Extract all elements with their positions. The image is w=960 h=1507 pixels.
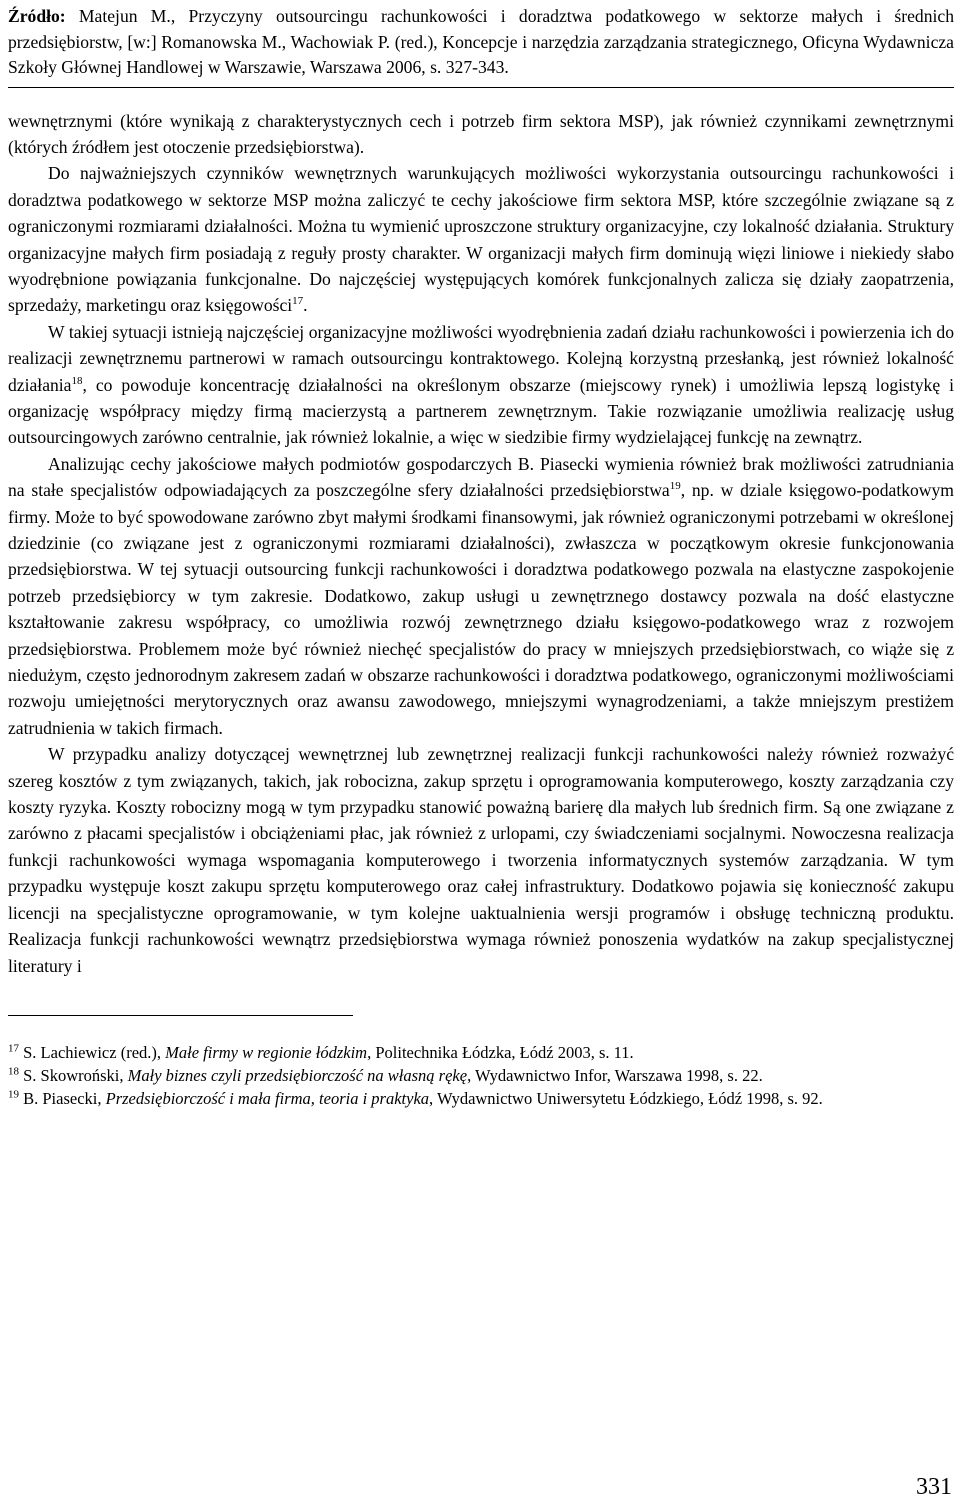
footnote-text: S. Lachiewicz (red.), xyxy=(19,1042,166,1062)
paragraph-text: Do najważniejszych czynników wewnętrznych warunkujących możliwości wykorzystania outsourcingu rachunkowości i doradztwa podatkowego w sektorze MSP można zaliczyć te cechy jakościowe firm sektora MSP, które szczególnie związane są z ograniczonymi rozmiarami działalności. Można tu wymienić uproszczone struktury organizacyjne, czy lokalność działania. Struktury organizacyjne małych firm posiadają z reguły prosty charakter. W organizacji małych firm dominują więzi liniowe i niekiedy słabo wyodrębnione powiązania funkcjonalne. Do najczęściej występujących komórek funkcjonalnych zalicza się działy zaopatrzenia, sprzedaży, marketingu oraz księgowości xyxy=(8,163,954,316)
source-text: Matejun M., Przyczyny outsourcingu rachunkowości i doradztwa podatkowego w sektorze małych i średnich przedsiębiorstw, [w:] Romanowska M., Wachowiak P. (red.), Koncepcje i narzędzia zarządzania strategicznego, Oficyna Wydawnicza Szkoły Głównej Handlowej w Warszawie, Warszawa 2006, s. 327-343. xyxy=(8,6,954,77)
footnote-17 xyxy=(8,1042,954,1065)
paragraph-internal-factors xyxy=(8,160,954,318)
body-text xyxy=(8,108,954,979)
footnote-title: Przedsiębiorczość i mała firma, teoria i praktyka xyxy=(105,1088,430,1108)
paragraph-text: Analizując cechy jakościowe małych podmiotów gospodarczych B. Piasecki wymienia również brak możliwości zatrudniania na stałe specjalistów odpowiadających za poszczególne sfery działalności przedsiębiorstwa xyxy=(8,453,954,501)
footnote-text: S. Skowroński, xyxy=(19,1065,128,1085)
footnotes-section xyxy=(8,1042,954,1110)
footnote-number: 19 xyxy=(8,1088,19,1100)
paragraph-text: . xyxy=(303,295,308,316)
paragraph-cost-analysis: W przypadku analizy dotyczącej wewnętrznej lub zewnętrznej realizacji funkcji rachunkowości należy również rozważyć szereg kosztów z tym związanych, takich, jak robocizna, zakup sprzętu i oprogramowania komputerowego, koszty zarządzania czy koszty ryzyka. Koszty robocizny mogą w tym przypadku stanowić poważną barierę dla małych lub średnich firm. Są one związane z zarówno z płacami specjalistów i obciążeniami płac, jak również z urlopami, czy świadczeniami socjalnymi. Nowoczesna realizacja funkcji rachunkowości wymaga wspomagania komputerowego i tworzenia informatycznych systemów zarządzania. W tym przypadku występuje koszt zakupu sprzętu komputerowego oraz całej infrastruktury. Dodatkowo pojawia się konieczność zakupu licencji na specjalistyczne oprogramowanie, w tym kolejne uaktualnienia wersji programów i obsługę techniczną produktu. Realizacja funkcji rachunkowości wewnątrz przedsiębiorstwa wymaga również ponoszenia wydatków na zakup specjalistycznej literatury i xyxy=(8,744,954,976)
footnote-text: , Wydawnictwo Infor, Warszawa 1998, s. 22. xyxy=(467,1065,763,1085)
document-page xyxy=(8,0,954,1110)
footnote-number: 17 xyxy=(8,1042,19,1055)
paragraph-piasecki-analysis xyxy=(8,451,954,741)
page-number: 331 xyxy=(916,1474,952,1500)
footnote-text: , Wydawnictwo Uniwersytetu Łódzkiego, Łódź 1998, s. 92. xyxy=(429,1088,823,1108)
footnote-title: Małe firmy w regionie łódzkim xyxy=(165,1042,368,1062)
footnote-18 xyxy=(8,1065,954,1088)
paragraph-continuation: wewnętrznymi (które wynikają z charakterystycznych cech i potrzeb firm sektora MSP), jak również czynnikami zewnętrznymi (których źródłem jest otoczenie przedsiębiorstwa). xyxy=(8,110,954,157)
footnote-title: Mały biznes czyli przedsiębiorczość na własną rękę xyxy=(127,1065,468,1085)
footnote-ref-18[interactable]: 18 xyxy=(71,374,83,387)
footnote-ref-17[interactable]: 17 xyxy=(292,295,304,308)
source-citation xyxy=(8,0,954,88)
footnote-number: 18 xyxy=(8,1065,19,1078)
footnote-19 xyxy=(8,1088,954,1111)
footnote-text: B. Piasecki, xyxy=(19,1088,106,1108)
footnote-ref-19[interactable]: 19 xyxy=(669,480,681,493)
paragraph-text: , co powoduje koncentrację działalności na określonym obszarze (miejscowy rynek) i umożliwia lepszą logistykę i organizację współpracy między firmą macierzystą a partnerem zewnętrznym. Takie rozwiązanie umożliwia realizację usług outsourcingowych zarówno centralnie, jak również lokalnie, a więc w siedzibie firmy wydzielającej funkcję na zewnątrz. xyxy=(8,374,954,448)
footnote-text: , Politechnika Łódzka, Łódź 2003, s. 11. xyxy=(367,1042,634,1062)
source-label: Źródło: xyxy=(8,6,66,26)
paragraph-text: W takiej sytuacji istnieją najczęściej organizacyjne możliwości wyodrębnienia zadań działu rachunkowości i powierzenia ich do realizacji zewnętrznemu partnerowi w ramach outsourcingu kontraktowego. Kolejną korzystną przesłanką, jest również lokalność działania xyxy=(8,321,954,395)
paragraph-text: , np. w dziale księgowo-podatkowym firmy. Może to być spowodowane zarówno zbyt małymi środkami finansowymi, jak również ograniczonymi potrzebami w określonej dziedzinie (co związane jest z ograniczonymi rozmiarami działalności), zwłaszcza w początkowym okresie funkcjonowania przedsiębiorstwa. W tej sytuacji outsourcing funkcji rachunkowości i doradztwa podatkowego pozwala na elastyczne zaspokojenie potrzeb przedsiębiorcy w tym zakresie. Dodatkowo, zakup usługi u zewnętrznego dostawcy pozwala na dość elastyczne kształtowanie zakresu współpracy, co umożliwia rozwój zewnętrznego działu księgowo-podatkowego wraz z rozwojem przedsiębiorstwa. Problemem może być również niechęć specjalistów do pracy w mniejszych przedsiębiorstwach, co wiąże się z niedużym, często jednorodnym zakresem zadań w obszarze rachunkowości i doradztwa podatkowego, ograniczonymi możliwościami rozwoju umiejętności merytorycznych oraz awansu zawodowego, mniejszymi wynagrodzeniami, a także mniejszym prestiżem zatrudnienia w takich firmach. xyxy=(8,480,954,738)
footnote-divider xyxy=(8,1015,353,1016)
paragraph-organizational-options xyxy=(8,319,954,451)
